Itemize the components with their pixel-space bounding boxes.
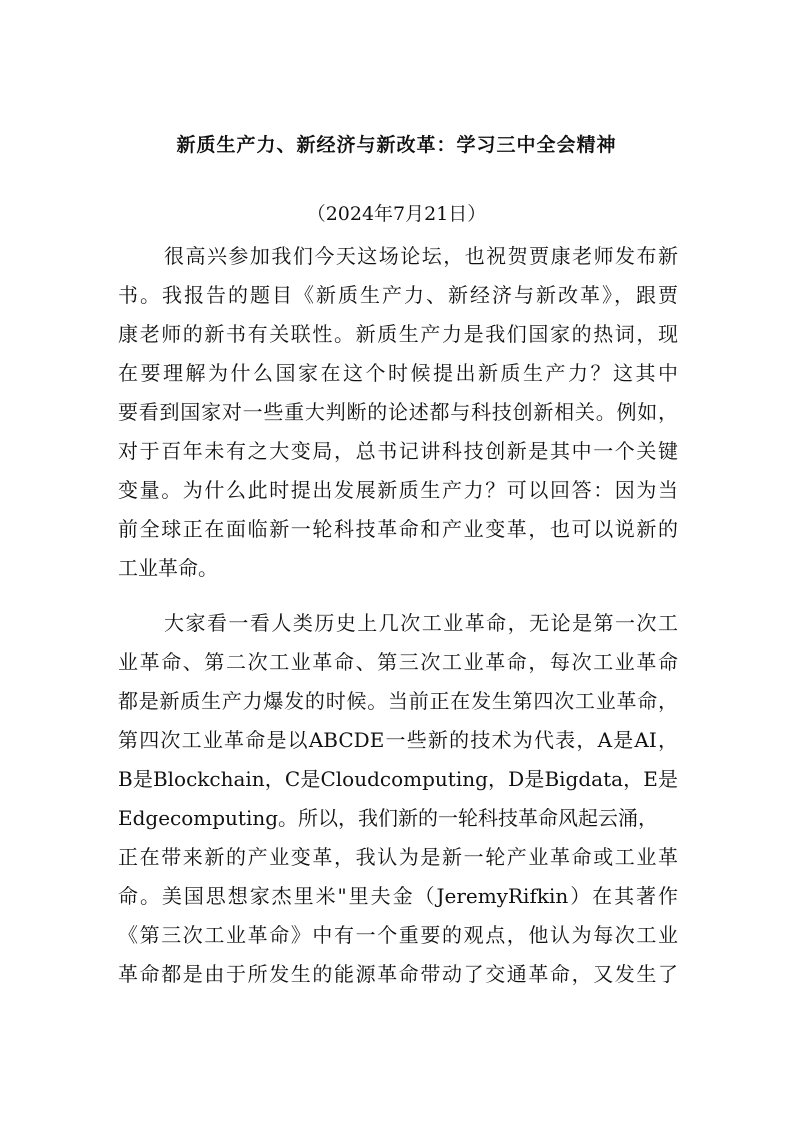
- paragraph-line: 大家看一看人类历史上几次工业革命，无论是第一次工: [164, 611, 678, 635]
- paragraph-line: 变量。为什么此时提出发展新质生产力？可以回答：因为当: [118, 478, 678, 502]
- document-date: （2024年7月21日）: [306, 203, 487, 225]
- paragraph-line: 革命都是由于所发生的能源革命带动了交通革命，又发生了: [118, 962, 678, 986]
- document-title: 新质生产力、新经济与新改革：学习三中全会精神: [176, 134, 617, 156]
- paragraph-line: 命。美国思想家杰里米"里夫金（JeremyRifkin）在其著作: [118, 884, 678, 908]
- paragraph-line: 工业革命。: [118, 556, 218, 580]
- paragraph-line: 对于百年未有之大变局，总书记讲科技创新是其中一个关键: [118, 439, 678, 463]
- paragraph-line: 在要理解为什么国家在这个时候提出新质生产力？这其中: [118, 361, 678, 385]
- paragraph-line: 业革命、第二次工业革命、第三次工业革命，每次工业革命: [118, 650, 678, 674]
- paragraph-line: 前全球正在面临新一轮科技革命和产业变革，也可以说新的: [118, 517, 678, 541]
- paragraph-line: B是Blockchain，C是Cloudcomputing，D是Bigdata，E是: [118, 767, 678, 791]
- paragraph-line: Edgecomputing。所以，我们新的一轮科技革命风起云涌，: [118, 806, 659, 830]
- paragraph-line: 正在带来新的产业变革，我认为是新一轮产业革命或工业革: [118, 845, 678, 869]
- paragraph-line: 书。我报告的题目《新质生产力、新经济与新改革》，跟贾: [118, 283, 678, 307]
- paragraph-line: 很高兴参加我们今天这场论坛，也祝贺贾康老师发布新: [164, 244, 678, 268]
- paragraph-line: 要看到国家对一些重大判断的论述都与科技创新相关。例如，: [118, 400, 678, 424]
- paragraph-line: 都是新质生产力爆发的时候。当前正在发生第四次工业革命，: [118, 689, 678, 713]
- paragraph-line: 康老师的新书有关联性。新质生产力是我们国家的热词，现: [118, 322, 678, 346]
- paragraph-line: 第四次工业革命是以ABCDE一些新的技术为代表，A是AI，: [118, 728, 678, 752]
- paragraph-line: 《第三次工业革命》中有一个重要的观点，他认为每次工业: [118, 923, 678, 947]
